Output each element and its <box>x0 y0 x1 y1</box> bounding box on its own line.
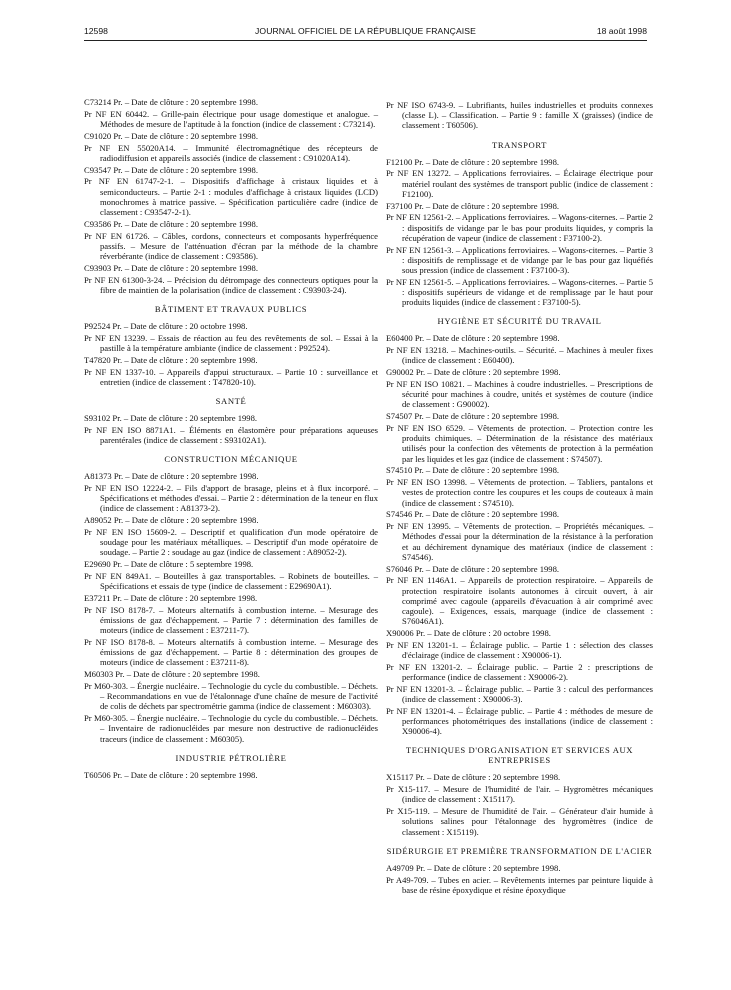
notice-entry: Pr X15-117. – Mesure de l'humidité de l'air. – Hygromètres mécaniques (indice de classement : X15117). <box>386 784 653 805</box>
section-heading: TECHNIQUES D'ORGANISATION ET SERVICES AUX ENTREPRISES <box>405 745 634 766</box>
notice-entry: E37211 Pr. – Date de clôture : 20 septembre 1998. <box>84 593 258 603</box>
section-heading: SANTÉ <box>215 396 247 406</box>
notice-entry: F12100 Pr. – Date de clôture : 20 septembre 1998. <box>386 156 560 167</box>
notice-entry: P92524 Pr. – Date de clôture : 20 octobre 1998. <box>84 321 248 331</box>
notice-entry: M60303 Pr. – Date de clôture : 20 septembre 1998. <box>84 669 260 680</box>
notice-entry: Pr NF EN ISO 13998. – Vêtements de protection. – Tabliers, pantalons et vestes de protection contre les coupures et les coups de couteaux à main (indice de classement : S74510). <box>386 477 653 508</box>
notice-entry: Pr NF EN ISO 12224-2. – Fils d'apport de brasage, pleins et à flux incorporé. – Spécifications et méthodes d'essai. – Partie 2 : détermination de la teneur en flux (indice de classement : A81373-2). <box>84 483 378 514</box>
notice-entry: C93586 Pr. – Date de clôture : 20 septembre 1998. <box>84 218 258 229</box>
notice-entry: Pr NF EN 13201-3. – Éclairage public. – Partie 3 : calcul des performances (indice de classement : X90006-3). <box>386 683 653 705</box>
notice-entry: Pr X15-119. – Mesure de l'humidité de l'air. – Générateur d'air humide à solutions salines pour l'étalonnage des hygromètres (indice de classement : X15119). <box>386 806 653 837</box>
notice-entry: Pr NF EN 13995. – Vêtements de protection. – Propriétés mécaniques. – Méthodes d'essai pour la détermination de la résistance à la perforation et au déchirement dynamique des matériaux (indice de classement : S74546). <box>386 521 653 562</box>
notice-entry: C73214 Pr. – Date de clôture : 20 septembre 1998. <box>84 97 258 107</box>
notice-entry: Pr NF EN 61300-3-24. – Précision du détrompage des connecteurs optiques pour la fibre de maintien de la polarisation (indice de classement : C93903-24). <box>84 274 378 295</box>
notice-entry: Pr NF EN 849A1. – Bouteilles à gaz transportables. – Robinets de bouteilles. – Spécifications et essais de type (indice de classement : E29690A1). <box>84 571 378 592</box>
section-heading: HYGIÈNE ET SÉCURITÉ DU TRAVAIL <box>437 316 602 327</box>
notice-entry: F37100 Pr. – Date de clôture : 20 septembre 1998. <box>386 200 560 211</box>
notice-entry: C91020 Pr. – Date de clôture : 20 septembre 1998. <box>84 130 258 141</box>
notice-entry: A81373 Pr. – Date de clôture : 20 septembre 1998. <box>84 471 259 482</box>
notice-entry: S74507 Pr. – Date de clôture : 20 septembre 1998. <box>386 411 560 422</box>
notice-entry: Pr NF EN 13201-2. – Éclairage public. – Partie 2 : prescriptions de performance (indice de classement : X90006-2). <box>386 661 653 683</box>
notice-entry: Pr NF ISO 8178-7. – Moteurs alternatifs à combustion interne. – Mesurage des émissions de gaz d'échappement. – Partie 7 : détermination des familles de moteurs (indice de classement : E37211-7). <box>84 604 378 636</box>
notice-entry: Pr NF EN 13201-4. – Éclairage public. – Partie 4 : méthodes de mesure de performances photométriques des installations (indice de classement : X90006-4). <box>386 705 653 737</box>
section-heading: SIDÉRURGIE ET PREMIÈRE TRANSFORMATION DE L'ACIER <box>386 845 653 856</box>
notice-entry: Pr M60-305. – Énergie nucléaire. – Technologie du cycle du combustible. – Déchets. – Inventaire de radionucléides par mesure non destructive de radionucléides traceurs (indice de classement : M60305). <box>84 713 378 744</box>
section-heading: BÂTIMENT ET TRAVAUX PUBLICS <box>154 304 308 314</box>
notice-entry: Pr NF ISO 6743-9. – Lubrifiants, huiles industrielles et produits connexes (classe L). – Classification. – Partie 9 : famille X (graisses) (indice de classement : T60506). <box>386 100 653 131</box>
notice-entry: Pr NF EN 61747-2-1. – Dispositifs d'affichage à cristaux liquides et à semiconducteurs. – Partie 2-1 : modules d'affichage à cristaux liquides (LCD) monochromes à matrice passive. – Spécification particulière cadre (indice de classement : C93547-2-1). <box>84 176 378 217</box>
page-header <box>84 26 647 40</box>
notice-entry: Pr NF EN 55020A14. – Immunité électromagnétique des récepteurs de radiodiffusion et appareils associés (indice de classement : C91020A14). <box>84 142 378 163</box>
notice-entry: Pr NF EN 61726. – Câbles, cordons, connecteurs et composants hyperfréquence passifs. – Mesure de l'atténuation d'écran par la méthode de la chambre réverbérante (indice de classement : C93586). <box>84 230 378 261</box>
notice-entry: Pr NF EN ISO 8871A1. – Éléments en élastomère pour préparations aqueuses parentérales (indice de classement : S93102A1). <box>84 424 378 445</box>
notice-entry: Pr NF EN 1146A1. – Appareils de protection respiratoire. – Appareils de protection respiratoire isolants autonomes à circuit ouvert, à air comprimé avec cagoule (appareils d'évacuation à air comprimé avec cagoule). – Exigences, essais, marquage (indice de classement : S76046A1). <box>386 575 653 627</box>
notice-entry: Pr NF EN 13272. – Applications ferroviaires. – Éclairage électrique pour matériel roulant des systèmes de transport public (indice de classement : F12100). <box>386 168 653 199</box>
notice-entry: A49709 Pr. – Date de clôture : 20 septembre 1998. <box>386 862 561 873</box>
notice-entry: Pr M60-303. – Énergie nucléaire. – Technologie du cycle du combustible. – Déchets. – Recommandations en vue de l'étalonnage d'une chaîne de mesure de l'activité de colis de déchets par spectrométrie gamma (indice de classement : M60303). <box>84 681 378 712</box>
notice-entry: G90002 Pr. – Date de clôture : 20 septembre 1998. <box>386 367 561 378</box>
notice-entry: S74510 Pr. – Date de clôture : 20 septembre 1998. <box>386 465 560 476</box>
right-column <box>386 100 653 897</box>
notice-entry: Pr NF EN ISO 10821. – Machines à coudre industrielles. – Prescriptions de sécurité pour machines à coudre, unités et systèmes de couture (indice de classement : G90002). <box>386 379 653 410</box>
notice-entry: E60400 Pr. – Date de clôture : 20 septembre 1998. <box>386 333 560 344</box>
notice-entry: X15117 Pr. – Date de clôture : 20 septembre 1998. <box>386 772 561 783</box>
notice-entry: E29690 Pr. – Date de clôture : 5 septembre 1998. <box>84 559 254 570</box>
section-heading: CONSTRUCTION MÉCANIQUE <box>164 454 298 465</box>
notice-entry: Pr NF EN 12561-3. – Applications ferroviaires. – Wagons-citernes. – Partie 3 : dispositifs de remplissage et de vidange par le bas pour gaz liquéfiés sous pression (indice de classement : F37100-3). <box>386 244 653 276</box>
section-heading: TRANSPORT <box>491 139 548 150</box>
notice-entry: S74546 Pr. – Date de clôture : 20 septembre 1998. <box>386 509 560 520</box>
notice-entry: Pr NF EN 60442. – Grille-pain électrique pour usage domestique et analogue. – Méthodes de mesure de l'aptitude à la fonction (indice de classement : C73214). <box>84 108 378 129</box>
left-column <box>84 97 378 782</box>
notice-entry: A89052 Pr. – Date de clôture : 20 septembre 1998. <box>84 515 259 526</box>
notice-entry: Pr NF EN 13239. – Essais de réaction au feu des revêtements de sol. – Essai à la pastille à la température ambiante (indice de classement : P92524). <box>84 332 378 353</box>
notice-entry: Pr NF EN 13201-1. – Éclairage public. – Partie 1 : sélection des classes d'éclairage (indice de classement : X90006-1). <box>386 639 653 661</box>
notice-entry: Pr NF ISO 8178-8. – Moteurs alternatifs à combustion interne. – Mesurage des émissions de gaz d'échappement. – Partie 8 : détermination des groupes de moteurs (indice de classement : E37211-8). <box>84 637 378 668</box>
notice-entry: S93102 Pr. – Date de clôture : 20 septembre 1998. <box>84 413 258 423</box>
notice-entry: Pr NF EN 12561-5. – Applications ferroviaires. – Wagons-citernes. – Partie 5 : dispositifs supérieurs de vidange et de remplissage par le haut pour produits liquides (indice de classement : F37100-5). <box>386 276 653 308</box>
notice-entry: T47820 Pr. – Date de clôture : 20 septembre 1998. <box>84 354 258 365</box>
notice-entry: Pr A49-709. – Tubes en acier. – Revêtements internes par peinture liquide à base de résine époxydique et résine époxydique <box>386 874 653 895</box>
notice-entry: Pr NF EN 13218. – Machines-outils. – Sécurité. – Machines à meuler fixes (indice de classement : E60400). <box>386 345 653 366</box>
notice-entry: Pr NF EN ISO 6529. – Vêtements de protection. – Protection contre les produits chimiques. – Détermination de la résistance des matériaux utilisés pour la confection des vêtements de protection à la perméation par les liquides et les gaz (indice de classement : S74507). <box>386 423 653 464</box>
notice-entry: T60506 Pr. – Date de clôture : 20 septembre 1998. <box>84 769 258 780</box>
header-rule <box>84 40 647 41</box>
section-heading: INDUSTRIE PÉTROLIÈRE <box>175 752 287 763</box>
issue-date: 18 août 1998 <box>596 26 647 36</box>
notice-entry: Pr NF EN 1337-10. – Appareils d'appui structuraux. – Partie 10 : surveillance et entretien (indice de classement : T47820-10). <box>84 366 378 387</box>
notice-entry: Pr NF EN 12561-2. – Applications ferroviaires. – Wagons-citernes. – Partie 2 : dispositifs de vidange par le bas pour produits liquides, y compris la récupération de vapeur (indice de classement : F37100-2). <box>386 212 653 243</box>
page-number: 12598 <box>84 26 108 36</box>
notice-entry: Pr NF EN ISO 15609-2. – Descriptif et qualification d'un mode opératoire de soudage pour les matériaux métalliques. – Descriptif d'un mode opératoire de soudage. – Partie 2 : soudage au gaz (indice de classement : A89052-2). <box>84 527 378 558</box>
notice-entry: X90006 Pr. – Date de clôture : 20 octobre 1998. <box>386 628 551 639</box>
journal-title: JOURNAL OFFICIEL DE LA RÉPUBLIQUE FRANÇAISE <box>255 26 476 36</box>
notice-entry: C93547 Pr. – Date de clôture : 20 septembre 1998. <box>84 164 258 175</box>
notice-entry: S76046 Pr. – Date de clôture : 20 septembre 1998. <box>386 563 560 574</box>
notice-entry: C93903 Pr. – Date de clôture : 20 septembre 1998. <box>84 262 258 273</box>
